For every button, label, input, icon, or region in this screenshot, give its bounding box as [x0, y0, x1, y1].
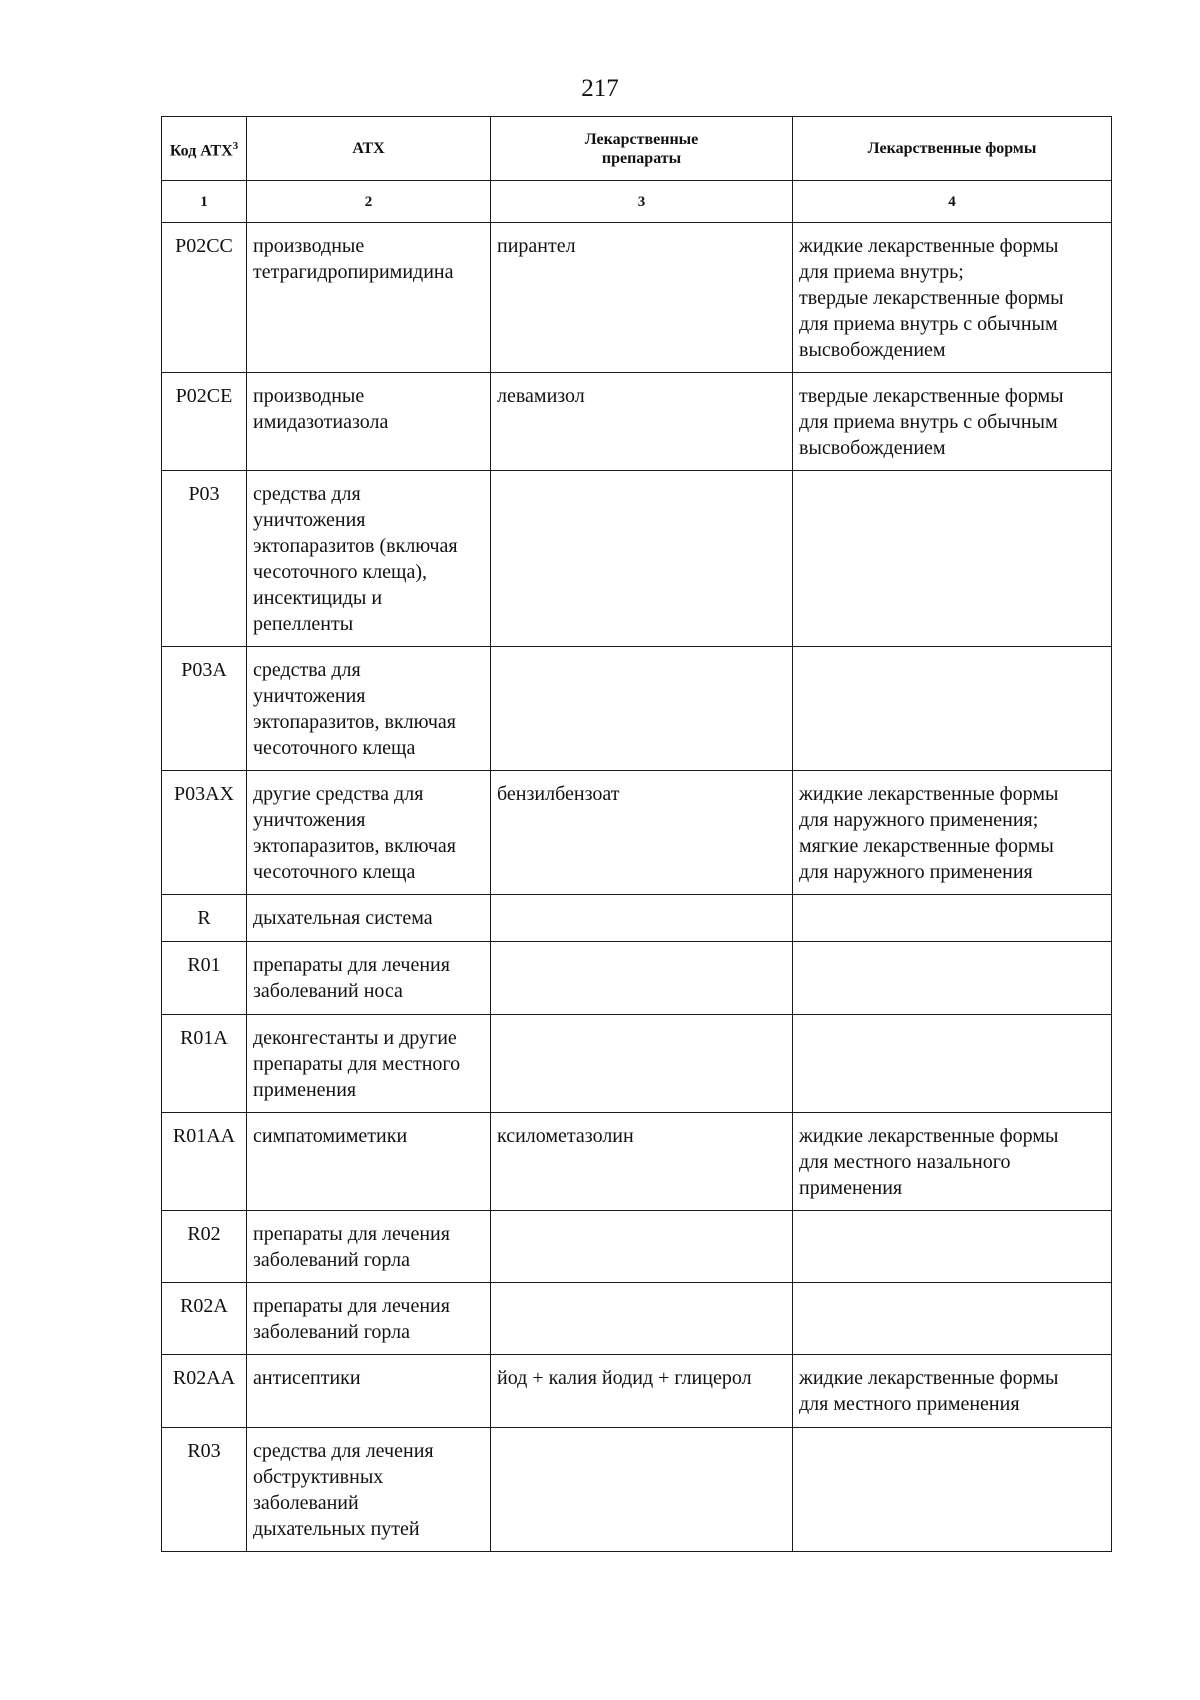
atc-name-cell: средства для уничтожения эктопаразитов (включая чесоточного клеща), инсектициды и репелленты: [247, 471, 491, 647]
column-number: 1: [162, 181, 247, 223]
drug-cell: [491, 942, 793, 1015]
table-row: [162, 895, 1112, 942]
drug-cell: [491, 1015, 793, 1113]
atc-name-cell: препараты для лечения заболеваний носа: [247, 942, 491, 1015]
atc-code-cell: P02CC: [162, 223, 247, 373]
dosage-forms-cell: жидкие лекарственные формы для местного назального применения: [793, 1113, 1112, 1211]
table-row: [162, 1015, 1112, 1113]
dosage-forms-cell: [793, 942, 1112, 1015]
drug-cell: ксилометазолин: [491, 1113, 793, 1211]
drug-cell: бензилбензоат: [491, 771, 793, 895]
atc-name-cell: антисептики: [247, 1355, 491, 1428]
header-drugs: Лекарственные препараты: [491, 117, 793, 181]
dosage-forms-cell: жидкие лекарственные формы для местного применения: [793, 1355, 1112, 1428]
atc-name-cell: средства для лечения обструктивных заболеваний дыхательных путей: [247, 1428, 491, 1552]
atc-name-cell: производные тетрагидропиримидина: [247, 223, 491, 373]
atc-code-cell: P03AX: [162, 771, 247, 895]
atc-code-cell: R01AA: [162, 1113, 247, 1211]
drug-cell: левамизол: [491, 373, 793, 471]
column-number-row: [162, 181, 1112, 223]
atc-code-cell: R01: [162, 942, 247, 1015]
table-row: [162, 1211, 1112, 1283]
atc-name-cell: симпатомиметики: [247, 1113, 491, 1211]
table-row: [162, 771, 1112, 895]
atc-name-cell: другие средства для уничтожения эктопаразитов, включая чесоточного клеща: [247, 771, 491, 895]
table-row: [162, 1428, 1112, 1552]
table-row: [162, 471, 1112, 647]
atc-name-cell: дыхательная система: [247, 895, 491, 942]
atc-code-cell: R02AA: [162, 1355, 247, 1428]
atc-name-cell: препараты для лечения заболеваний горла: [247, 1283, 491, 1355]
table-row: [162, 1113, 1112, 1211]
atc-drug-table: [161, 116, 1112, 1552]
table-row: [162, 1283, 1112, 1355]
header-forms: Лекарственные формы: [793, 117, 1112, 181]
dosage-forms-cell: [793, 895, 1112, 942]
table-row: [162, 373, 1112, 471]
table-row: [162, 647, 1112, 771]
column-number: 2: [247, 181, 491, 223]
atc-code-cell: P03A: [162, 647, 247, 771]
atc-name-cell: деконгестанты и другие препараты для местного применения: [247, 1015, 491, 1113]
dosage-forms-cell: [793, 471, 1112, 647]
dosage-forms-cell: [793, 647, 1112, 771]
column-number: 3: [491, 181, 793, 223]
dosage-forms-cell: твердые лекарственные формы для приема внутрь с обычным высвобождением: [793, 373, 1112, 471]
drug-cell: пирантел: [491, 223, 793, 373]
header-code-footnote: 3: [232, 139, 239, 152]
table-row: [162, 223, 1112, 373]
dosage-forms-cell: жидкие лекарственные формы для наружного применения; мягкие лекарственные формы для наружного применения: [793, 771, 1112, 895]
table-row: [162, 1355, 1112, 1428]
column-number: 4: [793, 181, 1112, 223]
atc-name-cell: препараты для лечения заболеваний горла: [247, 1211, 491, 1283]
drug-cell: йод + калия йодид + глицерол: [491, 1355, 793, 1428]
header-code-label: Код АТХ: [169, 142, 233, 160]
drug-cell: [491, 647, 793, 771]
drug-cell: [491, 1428, 793, 1552]
drug-cell: [491, 1211, 793, 1283]
header-atc: АТХ: [247, 117, 491, 181]
dosage-forms-cell: [793, 1428, 1112, 1552]
atc-code-cell: R02: [162, 1211, 247, 1283]
atc-code-cell: R: [162, 895, 247, 942]
drug-cell: [491, 895, 793, 942]
atc-code-cell: R02A: [162, 1283, 247, 1355]
atc-code-cell: P02CE: [162, 373, 247, 471]
header-code: [162, 117, 247, 181]
atc-name-cell: средства для уничтожения эктопаразитов, включая чесоточного клеща: [247, 647, 491, 771]
table-row: [162, 942, 1112, 1015]
atc-code-cell: P03: [162, 471, 247, 647]
atc-code-cell: R03: [162, 1428, 247, 1552]
dosage-forms-cell: жидкие лекарственные формы для приема внутрь; твердые лекарственные формы для приема внутрь с обычным высвобождением: [793, 223, 1112, 373]
table-header-row: [162, 117, 1112, 181]
drug-cell: [491, 471, 793, 647]
atc-name-cell: производные имидазотиазола: [247, 373, 491, 471]
drug-cell: [491, 1283, 793, 1355]
dosage-forms-cell: [793, 1211, 1112, 1283]
page-number: 217: [581, 75, 619, 102]
atc-code-cell: R01A: [162, 1015, 247, 1113]
dosage-forms-cell: [793, 1283, 1112, 1355]
dosage-forms-cell: [793, 1015, 1112, 1113]
